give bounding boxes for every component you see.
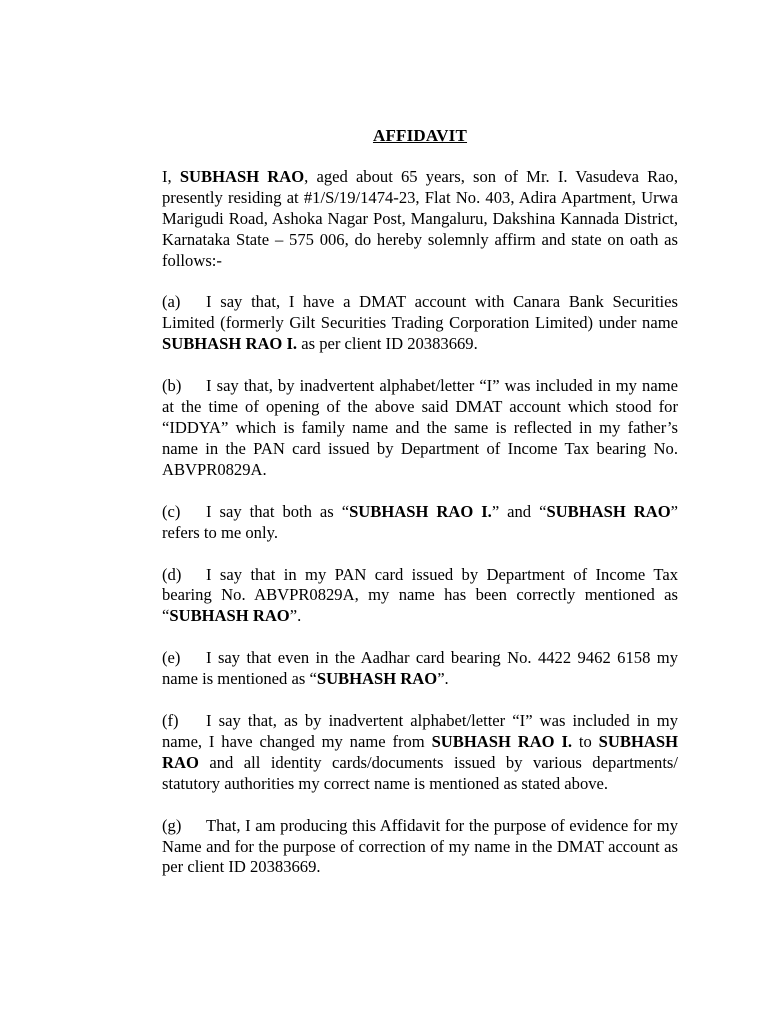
clause-a-text-1: I say that, I have a DMAT account with Canara Bank Securities Limited (formerly Gilt Securities Trading Corporation Limited) under name [162,292,678,333]
clause-c-bold-1: SUBHASH RAO I. [349,501,492,521]
intro-text-2: , aged about 65 years, son of Mr. I. Vasudeva Rao, presently residing at #1/S/19/1474-23, Flat No. 403, Adira Apartment, Urwa Marigudi Road, Ashoka Nagar Post, Mangaluru, Dakshina Kannada District, Karnataka State – 575 006, do hereby solemnly affirm and state on oath as follows:- [162,166,678,270]
deponent-name: SUBHASH RAO [179,166,305,186]
intro-text-1: I, [162,166,180,186]
document-title: AFFIDAVIT [372,126,468,145]
clause-f-bold-2: SUBHASH RAO [162,731,678,772]
intro-paragraph [162,167,678,272]
clause-e-label: (e) [162,648,181,668]
clause-c-text-1: I say that both as “ [206,501,350,521]
clause-g [162,816,678,879]
clause-c-bold-2: SUBHASH RAO [546,501,671,521]
clause-e-bold-1: SUBHASH RAO [316,669,438,689]
clause-b-text-1: I say that, by inadvertent alphabet/letter “I” was included in my name at the time of opening of the above said DMAT account which stood for “IDDYA” which is family name and the same is reflected in my father’s name in the PAN card issued by Department of Income Tax bearing No. ABVPR0829A. [162,376,678,479]
clause-f-text-3: and all identity cards/documents issued by various departments/ statutory authorities my correct name is mentioned as stated above. [162,752,678,793]
clause-g-label: (g) [162,815,182,835]
clause-e [162,648,678,690]
clause-f-bold-1: SUBHASH RAO I. [431,731,573,751]
clause-f-text-2: to [572,731,599,751]
clause-d-bold-1: SUBHASH RAO [169,606,290,626]
clause-e-text-1: I say that even in the Aadhar card bearing No. 4422 9462 6158 my name is mentioned as “ [162,648,678,689]
clause-f-label: (f) [162,711,179,731]
clause-d-text-2: ”. [289,606,302,626]
clause-d-text-1: I say that in my PAN card issued by Department of Income Tax bearing No. ABVPR0829A, my name has been correctly mentioned as “ [162,564,678,626]
clause-c-text-2: ” and “ [491,501,547,521]
clause-f [162,711,678,795]
clause-a-bold-1: SUBHASH RAO I. [162,334,298,354]
clause-d [162,565,678,628]
clause-f-text-1: I say that, as by inadvertent alphabet/letter “I” was included in my name, I have changed my name from [162,711,678,751]
clause-a-label: (a) [162,292,181,312]
clause-b-label: (b) [162,376,182,396]
clause-b [162,376,678,481]
clause-g-text-1: That, I am producing this Affidavit for the purpose of evidence for my Name and for the purpose of correction of my name in the DMAT account as per client ID 20383669. [162,815,678,877]
affidavit-body [162,126,678,878]
clause-c-text-3: ” refers to me only. [162,501,678,542]
clause-c [162,502,678,544]
clause-a-text-2: as per client ID 20383669. [297,334,478,354]
clause-a [162,292,678,355]
clause-c-label: (c) [162,501,181,521]
clause-d-label: (d) [162,564,182,584]
clause-e-text-2: ”. [437,669,449,689]
